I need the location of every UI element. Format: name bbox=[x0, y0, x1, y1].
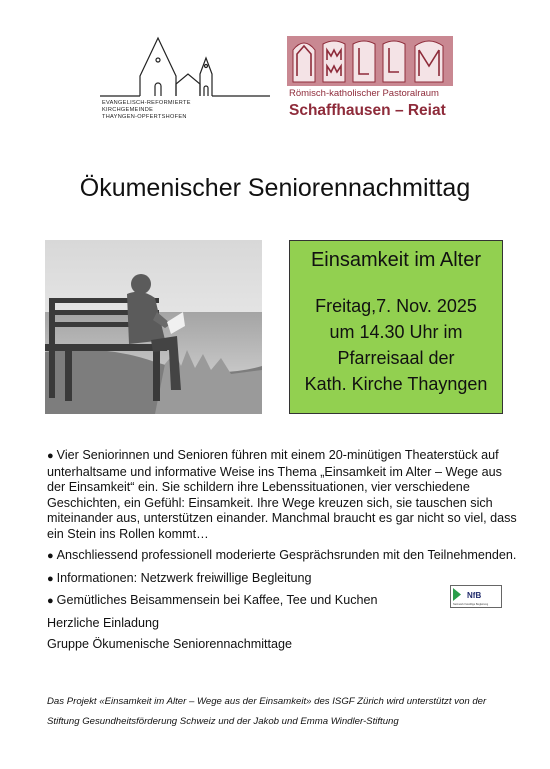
event-info-box bbox=[289, 240, 503, 414]
nfb-logo bbox=[450, 585, 502, 608]
event-description bbox=[47, 448, 517, 659]
invitation-line: Herzliche Einladung bbox=[47, 615, 160, 630]
event-venue: Pfarreisaal der bbox=[337, 348, 455, 368]
nfb-tagline: Netzwerk freiwillige Begleitung bbox=[453, 603, 489, 606]
church-name-line2: KIRCHGEMEINDE bbox=[102, 107, 154, 113]
catholic-pastoral-logo bbox=[287, 36, 455, 122]
church-windows-icon bbox=[287, 36, 453, 86]
event-time: um 14.30 Uhr im bbox=[329, 322, 463, 342]
list-item: ● Informationen: Netzwerk freiwillige Begleitung bbox=[47, 570, 312, 585]
page-title: Ökumenischer Seniorennachmittag bbox=[79, 174, 471, 202]
list-item: ● Vier Seniorinnen und Senioren führen mit einem 20-minütigen Theaterstück auf unterhaltsame und informative Weise ins Thema „Einsamkeit im Alter – Wege aus der Einsamkeit“ ein. Sie schildern ihre Lebenssituationen, vier verschiedene Geschichten, ein Gefühl: Einsamkeit. Ihre Wege kreuzen sich, sie tauschen sich miteinander aus, unterstützen einander. Manchmal braucht es gar nicht so viel, dass ein Stein ins Rollen kommt… bbox=[47, 448, 517, 541]
bullet-icon: ● bbox=[47, 550, 54, 562]
bullet-icon: ● bbox=[47, 572, 54, 585]
nfb-label: NfB bbox=[467, 591, 482, 600]
pastoral-title: Schaffhausen – Reiat bbox=[289, 102, 446, 119]
event-topic: Einsamkeit im Alter bbox=[310, 249, 482, 271]
church-name-line1: EVANGELISCH-REFORMIERTE bbox=[102, 100, 191, 106]
bench-photo bbox=[45, 240, 262, 414]
event-church: Kath. Kirche Thayngen bbox=[304, 374, 488, 394]
event-date: Freitag,7. Nov. 2025 bbox=[315, 296, 477, 316]
reformed-church-logo bbox=[100, 36, 270, 122]
event-details bbox=[290, 293, 502, 397]
list-item: ● Gemütliches Beisammensein bei Kaffee, Tee und Kuchen bbox=[47, 593, 378, 607]
organizer-line: Gruppe Ökumenische Seniorennachmittage bbox=[47, 637, 293, 651]
church-outline-icon bbox=[100, 36, 270, 98]
bullet-icon: ● bbox=[47, 450, 54, 462]
list-item: ● Anschliessend professionell moderierte Gesprächsrunden mit den Teilnehmenden. bbox=[47, 548, 517, 562]
pastoral-subtitle: Römisch-katholischer Pastoralraum bbox=[289, 88, 439, 99]
church-name-line3: THAYNGEN-OPFERTSHOFEN bbox=[102, 114, 187, 120]
bullet-icon: ● bbox=[47, 595, 54, 607]
project-note: Das Projekt «Einsamkeit im Alter – Wege aus der Einsamkeit» des ISGF Zürich wird unterstützt von der Stiftung Gesundheitsförderung Schweiz und der Jakob und Emma Windler-Stiftung bbox=[47, 696, 487, 727]
